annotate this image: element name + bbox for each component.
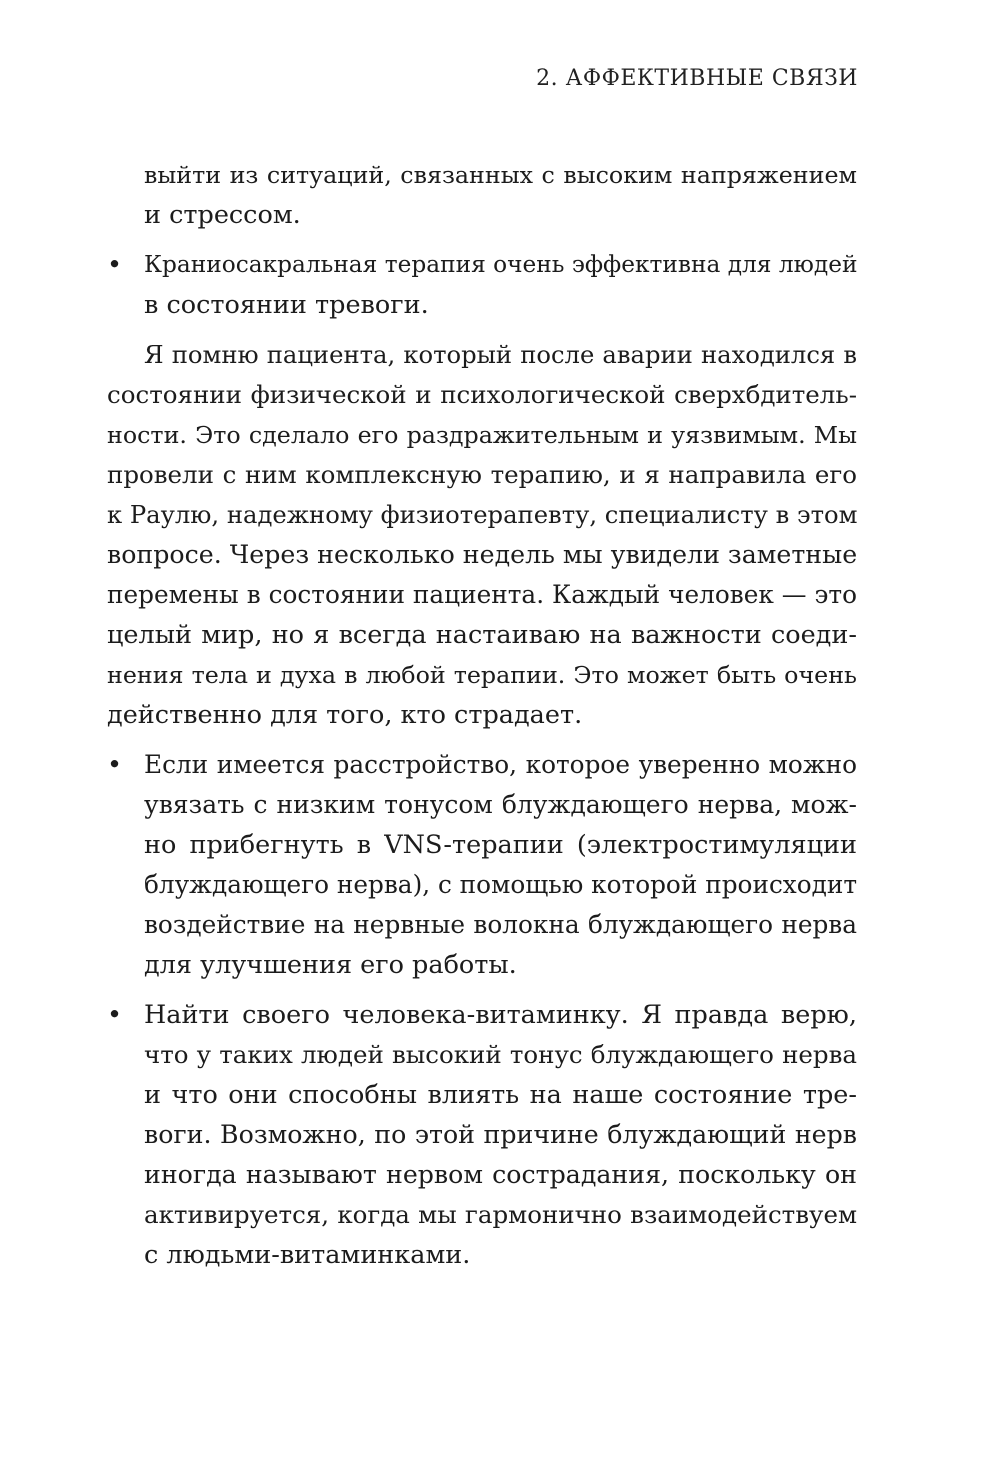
text-line: выйти из ситуаций, связанных с высоким напряжением: [144, 161, 857, 189]
text-line: что у таких людей высокий тонус блуждающего нерва: [144, 1040, 857, 1069]
bullet-icon: •: [107, 750, 123, 780]
text-line: действенно для того, кто страдает.: [107, 700, 583, 730]
text-line: и стрессом.: [144, 200, 301, 230]
text-line: увязать с низким тонусом блуждающего нерва, мож-: [144, 790, 857, 819]
bullet-icon: •: [107, 1000, 123, 1030]
text-line: Найти своего человека-витаминку. Я правда верю,: [144, 1000, 857, 1030]
text-line: в состоянии тревоги.: [144, 290, 429, 320]
text-line: целый мир, но я всегда настаиваю на важности соеди-: [107, 620, 857, 650]
text-line: иногда называют нервом сострадания, поскольку он: [144, 1160, 857, 1189]
text-line: с людьми-витаминками.: [144, 1240, 471, 1270]
text-line: но прибегнуть в VNS-терапии (электростимуляции: [144, 830, 857, 860]
bullet-icon: •: [107, 250, 123, 280]
text-line: ности. Это сделало его раздражительным и уязвимым. Мы: [107, 421, 857, 449]
paragraph-first-line: Я помню пациента, который после аварии находился в: [144, 340, 857, 369]
page-body: [107, 155, 857, 1275]
list-item-line: [107, 995, 857, 1035]
list-item-line: [107, 245, 857, 285]
text-line: активируется, когда мы гармонично взаимодействуем: [144, 1200, 857, 1229]
text-line: вопросе. Через несколько недель мы увидели заметные: [107, 540, 858, 569]
text-line: воздействие на нервные волокна блуждающего нерва: [144, 910, 857, 939]
list-item-line: [107, 745, 857, 785]
text-line: к Раулю, надежному физиотерапевту, специалисту в этом: [107, 500, 858, 529]
text-line: и что они способны влиять на наше состояние тре-: [144, 1080, 857, 1110]
text-line: нения тела и духа в любой терапии. Это может быть очень: [107, 661, 857, 689]
text-line: провели с ним комплексную терапию, и я направила его: [107, 460, 857, 489]
text-line: Краниосакральная терапия очень эффективна для людей: [144, 251, 858, 278]
text-line: воги. Возможно, по этой причине блуждающий нерв: [144, 1120, 857, 1149]
text-line: состоянии физической и психологической сверхбдитель-: [107, 380, 857, 409]
text-line: перемены в состоянии пациента. Каждый человек — это: [107, 580, 857, 609]
text-line: Если имеется расстройство, которое уверенно можно: [144, 750, 857, 779]
text-line: для улучшения его работы.: [144, 950, 517, 980]
running-header: 2. АФФЕКТИВНЫЕ СВЯЗИ: [536, 66, 858, 91]
text-line: блуждающего нерва), с помощью которой происходит: [144, 870, 858, 899]
